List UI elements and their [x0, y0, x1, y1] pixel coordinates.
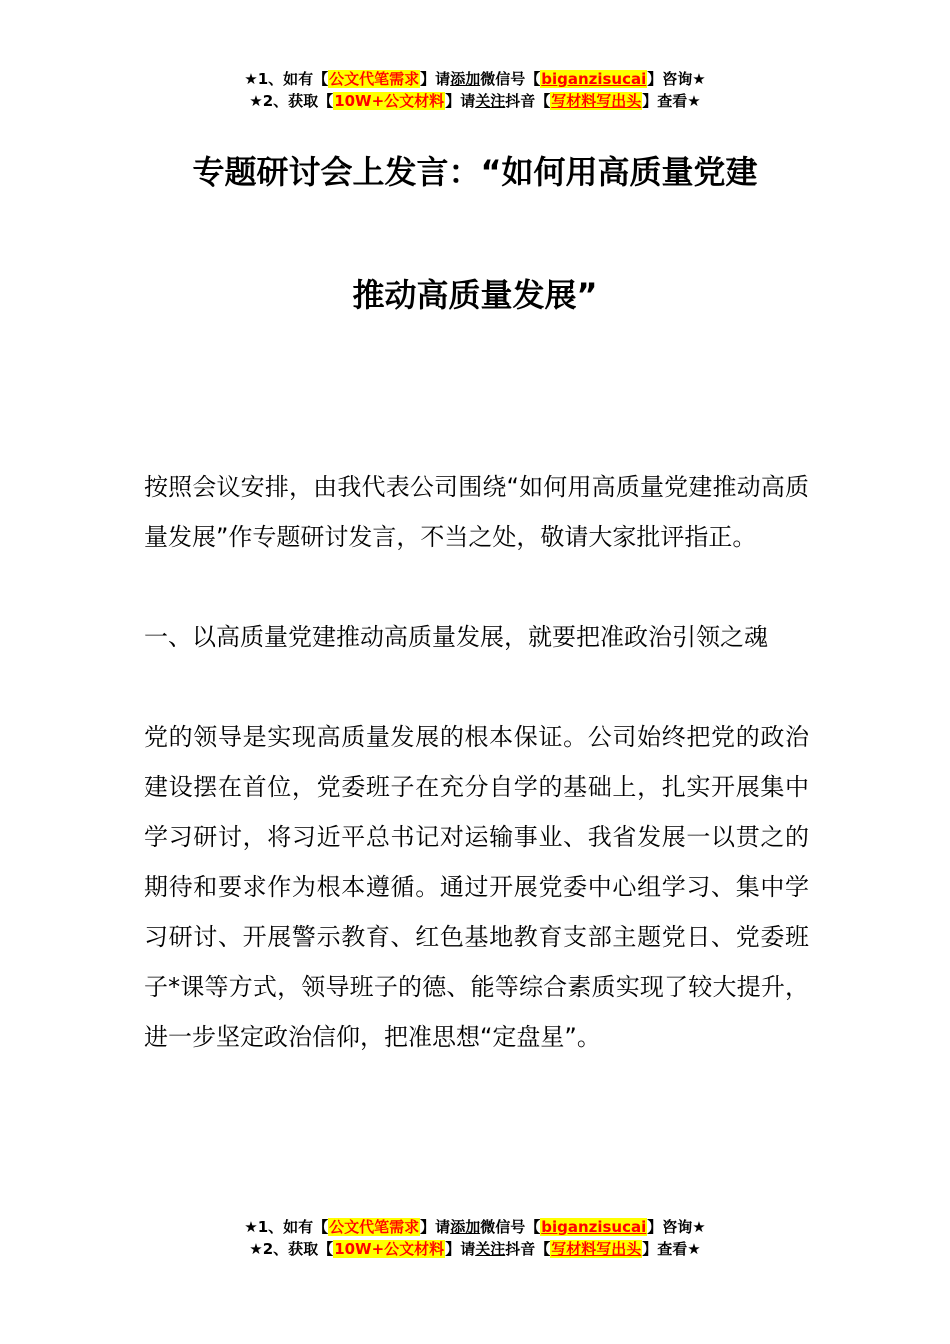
banner-line-2 — [0, 1238, 950, 1260]
banner-text: 】请 — [445, 1240, 476, 1258]
paragraph-body: 党的领导是实现高质量发展的根本保证。公司始终把党的政治建设摆在首位，党委班子在充分自学的基础上，扎实开展集中学习研讨，将习近平总书记对运输事业、我省发展一以贯之的期待和要求作为根本遵循。通过开展党委中心组学习、集中学习研讨、开展警示教育、红色基地教育支部主题党日、党委班子*课等方式，领导班子的德、能等综合素质实现了较大提升，进一步坚定政治信仰，把准思想“定盘星”。 — [144, 723, 809, 1051]
banner-text: ★1、如有【 — [244, 70, 329, 88]
paragraph-intro: 按照会议安排，由我代表公司围绕“如何用高质量党建推动高质量发展”作专题研讨发言，不当之处，敬请大家批评指正。 — [144, 473, 809, 551]
banner-highlight: 公文代笔需求 — [329, 1218, 420, 1236]
banner-text: 】请 — [445, 92, 476, 110]
banner-text: 】咨询★ — [647, 70, 706, 88]
banner-text: 】查看★ — [642, 1240, 701, 1258]
section-heading: 一、以高质量党建推动高质量发展，就要把准政治引领之魂 — [144, 623, 768, 651]
footer-banner — [0, 1216, 950, 1260]
banner-line-1 — [0, 1216, 950, 1238]
banner-line-2 — [0, 90, 950, 112]
banner-text: ★2、获取【 — [249, 92, 334, 110]
banner-underline: 添加 — [450, 70, 481, 88]
banner-underline: 关注 — [475, 92, 506, 110]
banner-highlight: biganzisucai — [541, 70, 647, 88]
banner-text: 】查看★ — [642, 92, 701, 110]
header-banner — [0, 68, 950, 112]
banner-text: 微信号【 — [480, 1218, 541, 1236]
banner-text: ★1、如有【 — [244, 1218, 329, 1236]
banner-highlight: 写材料写出头 — [551, 92, 642, 110]
document-title-line-1: 专题研讨会上发言：“如何用高质量党建 — [192, 153, 758, 191]
banner-text: 抖音【 — [505, 1240, 551, 1258]
banner-text: ★2、获取【 — [249, 1240, 334, 1258]
banner-text: 】咨询★ — [647, 1218, 706, 1236]
banner-highlight: 10W+公文材料 — [334, 92, 445, 110]
banner-text: 抖音【 — [505, 92, 551, 110]
banner-underline: 添加 — [450, 1218, 481, 1236]
banner-text: 微信号【 — [480, 70, 541, 88]
document-body — [144, 462, 809, 1062]
banner-highlight: 写材料写出头 — [551, 1240, 642, 1258]
banner-line-1 — [0, 68, 950, 90]
banner-highlight: 公文代笔需求 — [329, 70, 420, 88]
banner-highlight: biganzisucai — [541, 1218, 647, 1236]
document-title-line-2: 推动高质量发展” — [352, 276, 598, 314]
banner-underline: 关注 — [475, 1240, 506, 1258]
banner-text: 】请 — [420, 70, 451, 88]
banner-text: 】请 — [420, 1218, 451, 1236]
banner-highlight: 10W+公文材料 — [334, 1240, 445, 1258]
